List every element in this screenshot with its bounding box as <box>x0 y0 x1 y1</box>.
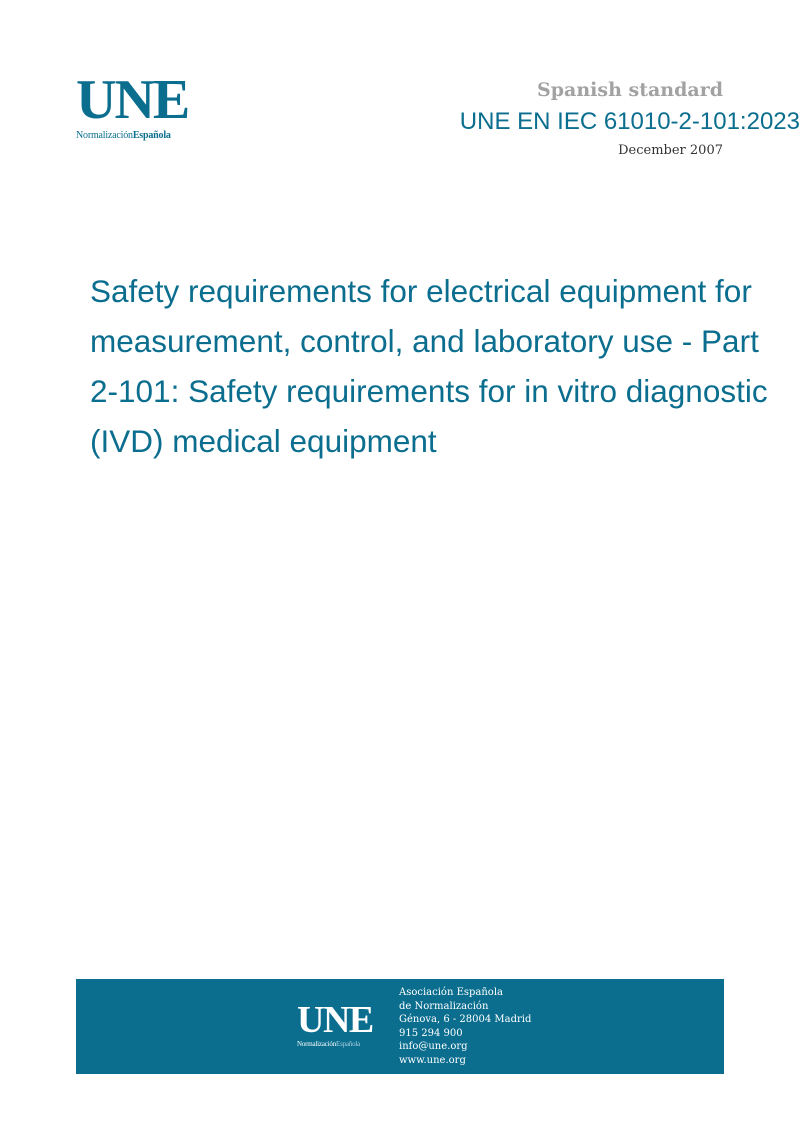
address-org-name-cont: de Normalización <box>399 1000 489 1012</box>
footer-banner <box>76 979 724 1074</box>
document-title: Safety requirements for electrical equipment for measurement, control, and laboratory use - Part 2-101: Safety requirements for in vitro diagnostic (IVD) medical equipment <box>90 273 768 459</box>
footer-logo-wordmark: UNE <box>297 999 373 1041</box>
address-phone: 915 294 900 <box>399 1027 463 1039</box>
une-logo <box>76 69 196 141</box>
logo-tagline <box>76 130 196 141</box>
footer-address <box>399 986 531 1068</box>
standard-date: December 2007 <box>618 143 723 158</box>
address-website: www.une.org <box>399 1054 466 1066</box>
standard-code: UNE EN IEC 61010-2-101:2023 <box>459 108 800 135</box>
address-org-name: Asociación Española <box>399 987 503 998</box>
footer-logo-tagline-part1: Normalización <box>297 1040 336 1048</box>
logo-wordmark: UNE <box>76 69 189 131</box>
footer-logo-tagline <box>297 1040 373 1048</box>
address-email: info@une.org <box>399 1041 468 1053</box>
footer-logo <box>297 999 373 1048</box>
footer-logo-tagline-part2: Española <box>336 1040 361 1048</box>
logo-tagline-part2: Española <box>132 130 171 141</box>
logo-tagline-part1: Normalización <box>76 130 133 141</box>
standard-kind: Spanish standard <box>537 79 723 101</box>
address-street: Génova, 6 - 28004 Madrid <box>399 1014 532 1026</box>
